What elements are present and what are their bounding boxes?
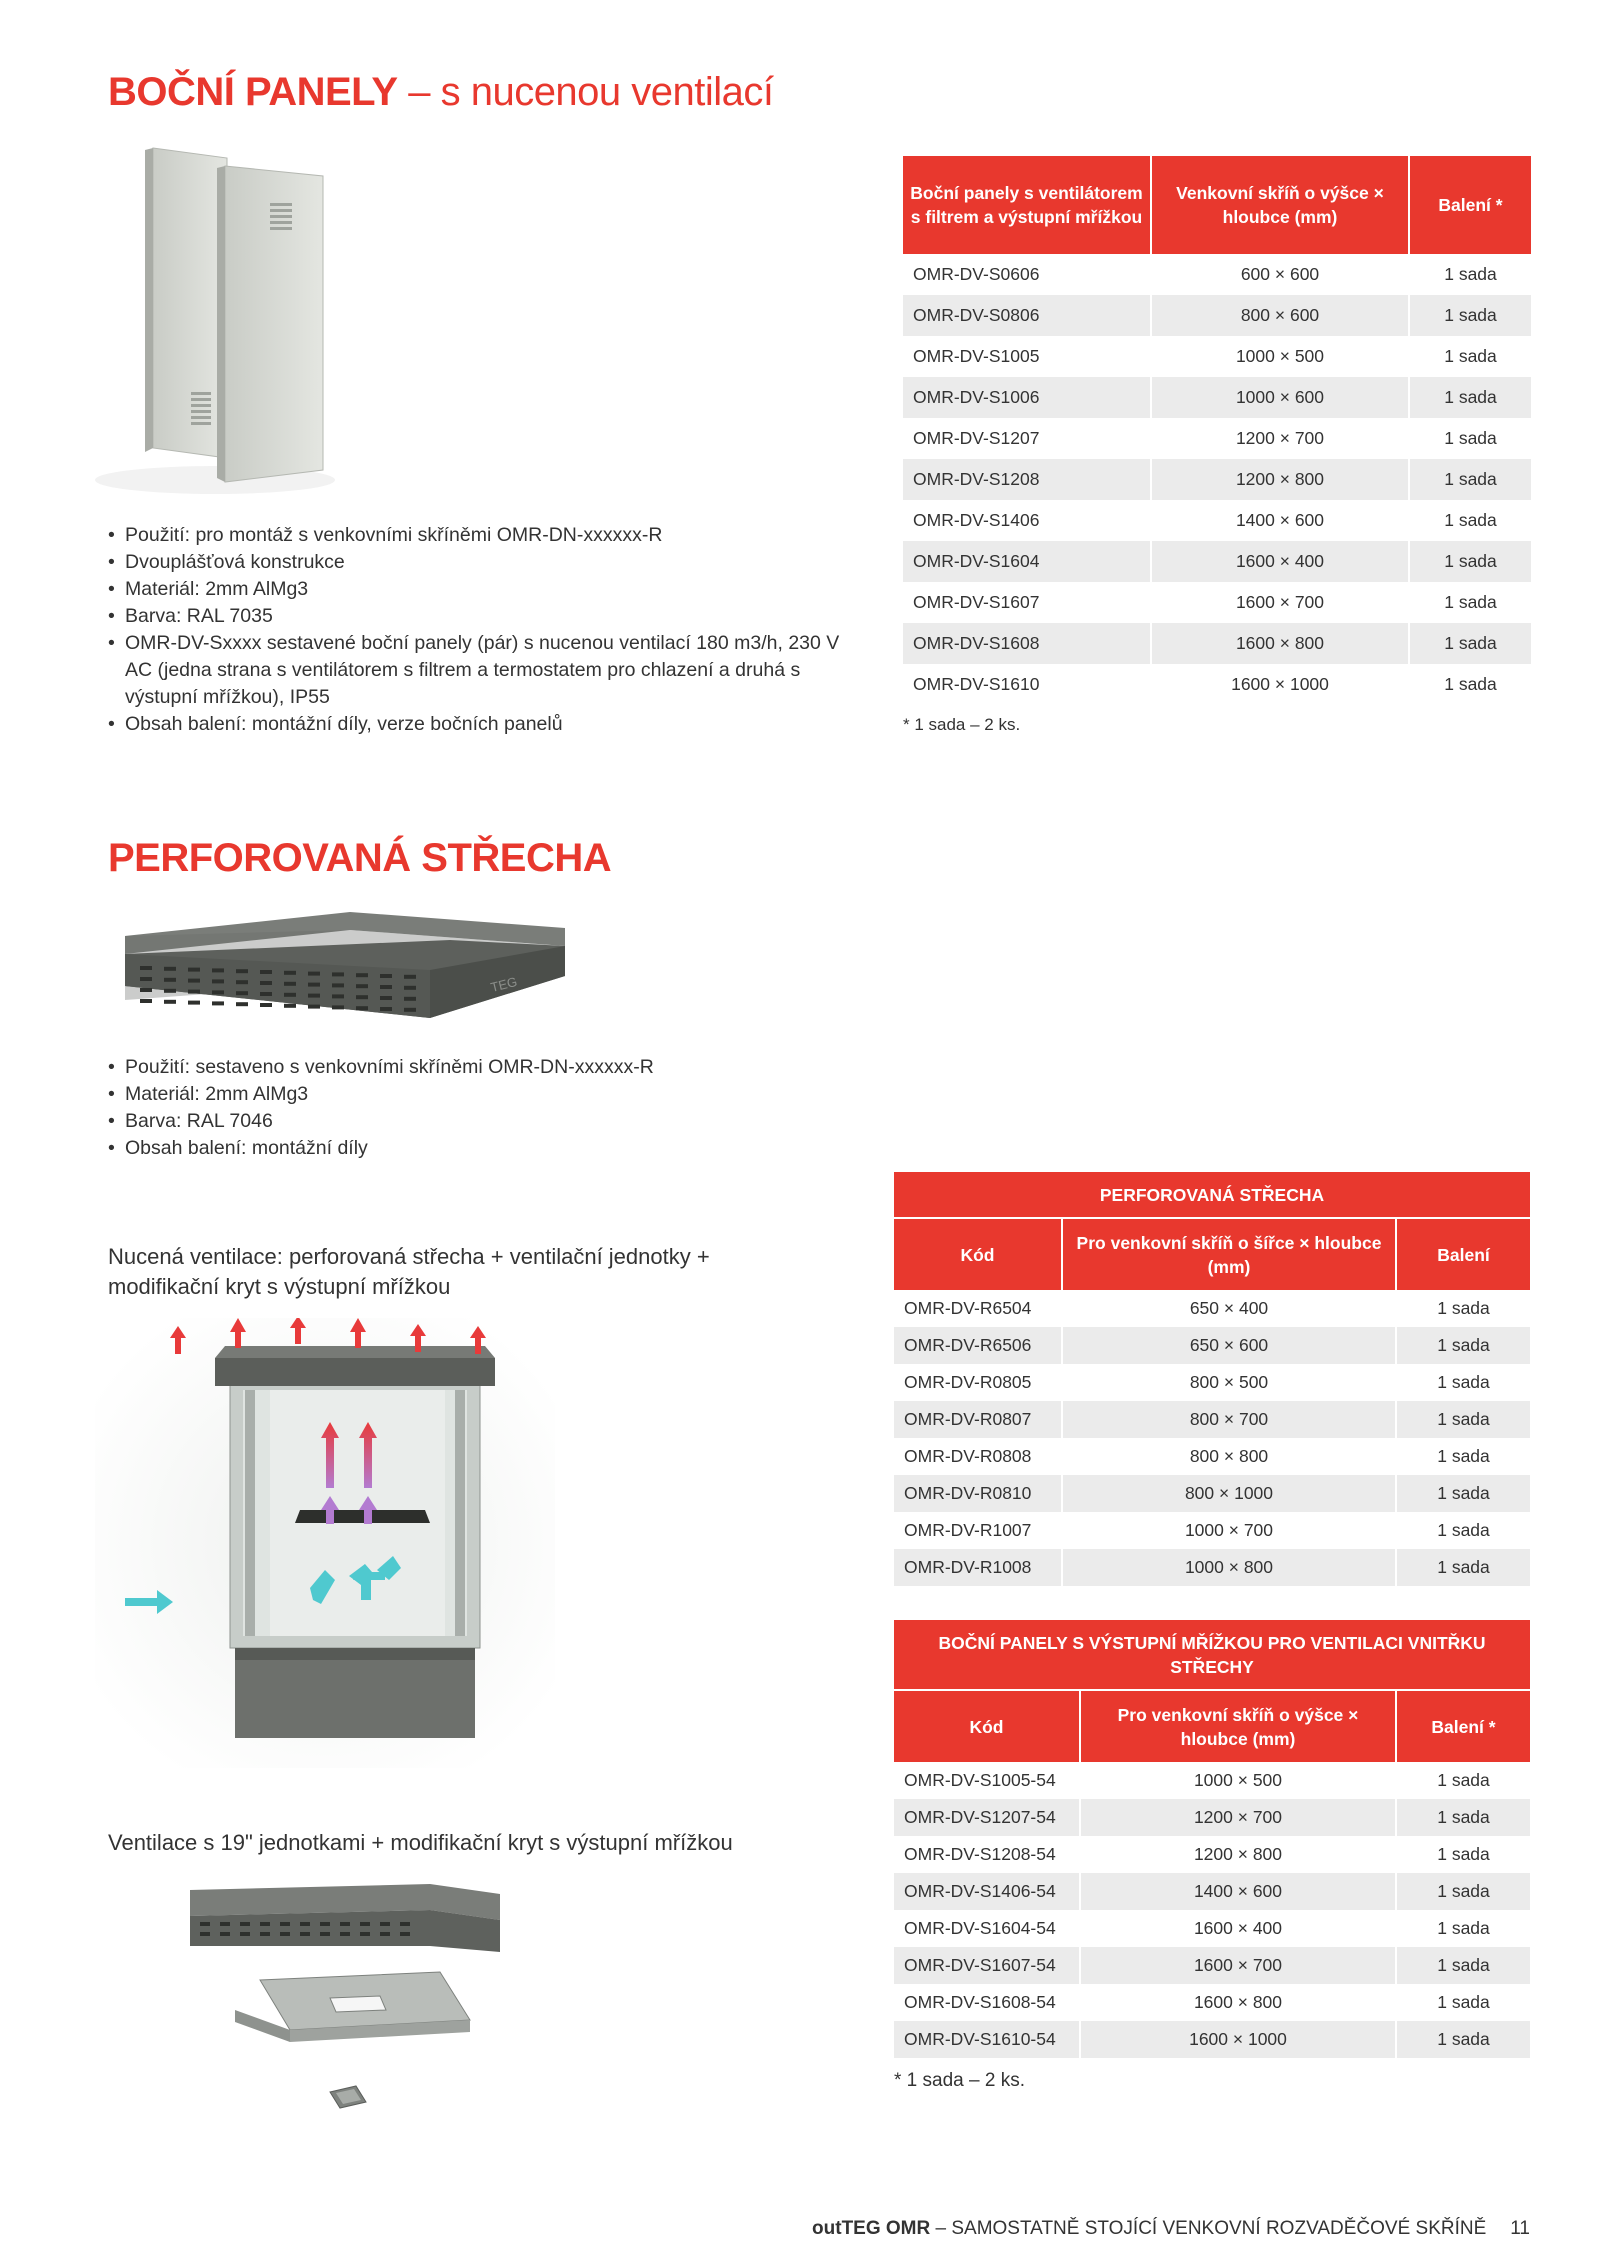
roof-slot: [356, 995, 368, 999]
table-cell: 1 sada: [1409, 336, 1531, 377]
caption-19inch-ventilation: Ventilace s 19" jednotkami + modifikační kryt s výstupní mřížkou: [108, 1830, 733, 1855]
table-cell: OMR-DV-R6504: [894, 1290, 1062, 1327]
table-cell: 600 × 600: [1151, 254, 1409, 295]
roof-slot: [284, 971, 296, 975]
roof-slot: [284, 982, 296, 986]
table-cell: 1 sada: [1396, 1910, 1530, 1947]
table-row: [903, 664, 1531, 705]
table-row: [903, 418, 1531, 459]
table-cell: 1200 × 700: [1151, 418, 1409, 459]
table-row: [894, 1327, 1530, 1364]
table-cell: 800 × 500: [1062, 1364, 1396, 1401]
roof-slot: [236, 980, 248, 984]
roof-slot: [332, 1005, 344, 1009]
list-item: • Obsah balení: montážní díly: [108, 1135, 828, 1162]
table-cell: 1400 × 600: [1080, 1873, 1396, 1910]
table-cell: 1 sada: [1396, 1475, 1530, 1512]
roof-slot: [212, 990, 224, 994]
roof-slot: [188, 990, 200, 994]
table-row: [894, 1799, 1530, 1836]
perforated-roof-image: [120, 908, 570, 1023]
table-cell: 1000 × 800: [1062, 1549, 1396, 1586]
roof-slot: [140, 988, 152, 992]
table-row: [903, 623, 1531, 664]
table-cell: 1 sada: [1409, 500, 1531, 541]
roof-slot: [260, 981, 272, 985]
table-cell: 1 sada: [1409, 254, 1531, 295]
table-row: [903, 582, 1531, 623]
table-footnote: * 1 sada – 2 ks.: [894, 2070, 1025, 2091]
side-panels-table: [903, 156, 1531, 705]
table-cell: OMR-DV-S1607-54: [894, 1947, 1080, 1984]
table-cell: OMR-DV-S1610: [903, 664, 1151, 705]
table-row: [894, 1873, 1530, 1910]
table-cell: 1600 × 700: [1080, 1947, 1396, 1984]
table-header: Pro venkovní skříň o výšce × hloubce (mm): [1080, 1690, 1396, 1762]
table-cell: 1 sada: [1396, 1799, 1530, 1836]
table-row: [894, 1762, 1530, 1799]
table-cell: OMR-DV-S1607: [903, 582, 1151, 623]
table-cell: 1 sada: [1396, 1290, 1530, 1327]
list-item: • Materiál: 2mm AlMg3: [108, 576, 868, 603]
roof-slot: [164, 989, 176, 993]
roof-logo: TEG: [489, 973, 519, 995]
roof-slot: [212, 968, 224, 972]
roof-slot: [140, 966, 152, 970]
roof-slot: [404, 1008, 416, 1012]
roof-slot: [188, 1001, 200, 1005]
roof-slot: [140, 999, 152, 1003]
table-cell: 1600 × 1000: [1080, 2021, 1396, 2058]
roof-slot: [260, 970, 272, 974]
section-title-side-panels: [108, 70, 774, 115]
roof-slot: [308, 972, 320, 976]
list-item: • Materiál: 2mm AlMg3: [108, 1081, 828, 1108]
table-cell: 1 sada: [1409, 623, 1531, 664]
ventilation-units-image: [180, 1880, 520, 2120]
table-cell: OMR-DV-R0808: [894, 1438, 1062, 1475]
table-cell: 1000 × 500: [1151, 336, 1409, 377]
table-cell: OMR-DV-R6506: [894, 1327, 1062, 1364]
table-cell: 1200 × 700: [1080, 1799, 1396, 1836]
table-row: [894, 1475, 1530, 1512]
table-cell: OMR-DV-S1005: [903, 336, 1151, 377]
roof-slot: [308, 983, 320, 987]
table-cell: OMR-DV-S0806: [903, 295, 1151, 336]
table-cell: OMR-DV-R0807: [894, 1401, 1062, 1438]
table-cell: 800 × 1000: [1062, 1475, 1396, 1512]
roof-slot: [260, 992, 272, 996]
table-cell: 1 sada: [1396, 1401, 1530, 1438]
table-cell: 1 sada: [1409, 459, 1531, 500]
caption-forced-ventilation: Nucená ventilace: perforovaná střecha + ventilační jednotky + modifikační kryt s výstupní mřížkou: [108, 1244, 710, 1299]
roof-slot: [164, 1000, 176, 1004]
table-row: [903, 295, 1531, 336]
table-cell: 800 × 700: [1062, 1401, 1396, 1438]
roof-slot: [140, 977, 152, 981]
table-row: [894, 1947, 1530, 1984]
roof-slot: [332, 994, 344, 998]
list-item: • Použití: sestaveno s venkovními skříněmi OMR-DN-xxxxxx-R: [108, 1054, 828, 1081]
roof-slot: [188, 968, 200, 972]
list-item: • Použití: pro montáž s venkovními skříněmi OMR-DN-xxxxxx-R: [108, 522, 868, 549]
table-cell: 1600 × 400: [1151, 541, 1409, 582]
table-cell: OMR-DV-R0810: [894, 1475, 1062, 1512]
side-panels-feature-list: [108, 522, 868, 738]
table-cell: 1 sada: [1396, 1873, 1530, 1910]
table-cell: 1600 × 800: [1080, 1984, 1396, 2021]
roof-slot: [236, 1002, 248, 1006]
roof-slot: [308, 1005, 320, 1009]
roof-slot: [212, 979, 224, 983]
roof-slot: [356, 973, 368, 977]
perforated-roof-table: [894, 1172, 1530, 1586]
table-cell: 1 sada: [1396, 1327, 1530, 1364]
ventilation-cabinet-image: [95, 1318, 555, 1768]
table-cell: 1 sada: [1409, 377, 1531, 418]
table-cell: 1000 × 600: [1151, 377, 1409, 418]
table-cell: 1 sada: [1396, 1438, 1530, 1475]
table-header: Balení *: [1409, 156, 1531, 254]
table-cell: 650 × 600: [1062, 1327, 1396, 1364]
section-title-perforated-roof: PERFOROVANÁ STŘECHA: [108, 836, 612, 880]
roof-slot: [356, 984, 368, 988]
table-cell: 1 sada: [1409, 582, 1531, 623]
list-item: • Barva: RAL 7046: [108, 1108, 828, 1135]
table-cell: 1 sada: [1409, 664, 1531, 705]
table-row: [903, 336, 1531, 377]
table-cell: 1 sada: [1396, 1364, 1530, 1401]
table-cell: OMR-DV-S1610-54: [894, 2021, 1080, 2058]
table-cell: OMR-DV-S1208: [903, 459, 1151, 500]
table-cell: 1 sada: [1409, 541, 1531, 582]
table-cell: 1600 × 1000: [1151, 664, 1409, 705]
table-cell: 1 sada: [1396, 1762, 1530, 1799]
table-cell: 1 sada: [1396, 1512, 1530, 1549]
table-row: [894, 1836, 1530, 1873]
roof-slot: [380, 996, 392, 1000]
footer-text: – SAMOSTATNĚ STOJÍCÍ VENKOVNÍ ROZVADĚČOVÉ SKŘÍNĚ: [930, 2218, 1487, 2239]
table-row: [894, 1910, 1530, 1947]
table-cell: 800 × 600: [1151, 295, 1409, 336]
roof-slot: [284, 993, 296, 997]
table-cell: 1600 × 700: [1151, 582, 1409, 623]
table-header: Kód: [894, 1690, 1080, 1762]
table-header: Balení *: [1396, 1690, 1530, 1762]
roof-slot: [380, 1007, 392, 1011]
table-row: [894, 1401, 1530, 1438]
table-cell: OMR-DV-S1406-54: [894, 1873, 1080, 1910]
title-light: – s nucenou ventilací: [397, 70, 774, 114]
roof-slot: [380, 985, 392, 989]
table-cell: 1 sada: [1396, 1836, 1530, 1873]
table-title: PERFOROVANÁ STŘECHA: [894, 1172, 1530, 1218]
table-cell: OMR-DV-R1007: [894, 1512, 1062, 1549]
roof-slot: [284, 1004, 296, 1008]
table-header: Balení: [1396, 1218, 1530, 1290]
table-row: [903, 500, 1531, 541]
table-cell: OMR-DV-S1207-54: [894, 1799, 1080, 1836]
table-cell: 1600 × 400: [1080, 1910, 1396, 1947]
table-row: [894, 1549, 1530, 1586]
table-cell: 650 × 400: [1062, 1290, 1396, 1327]
table-header: Kód: [894, 1218, 1062, 1290]
table-row: [903, 541, 1531, 582]
table-header: Boční panely s ventilátorem s filtrem a výstupní mřížkou: [903, 156, 1151, 254]
table-cell: OMR-DV-S0606: [903, 254, 1151, 295]
table-cell: OMR-DV-R1008: [894, 1549, 1062, 1586]
table-cell: OMR-DV-S1005-54: [894, 1762, 1080, 1799]
list-item: • Dvouplášťová konstrukce: [108, 549, 868, 576]
roof-slot: [332, 972, 344, 976]
table-cell: 1600 × 800: [1151, 623, 1409, 664]
table-cell: 1 sada: [1396, 2021, 1530, 2058]
roof-slot: [212, 1001, 224, 1005]
table-row: [903, 459, 1531, 500]
table-cell: 1 sada: [1409, 418, 1531, 459]
roof-slot: [236, 969, 248, 973]
table-cell: 1 sada: [1396, 1947, 1530, 1984]
table-cell: 1000 × 500: [1080, 1762, 1396, 1799]
roof-slot: [164, 978, 176, 982]
list-item: • Barva: RAL 7035: [108, 603, 868, 630]
table-row: [894, 2021, 1530, 2058]
footer-brand: outTEG OMR: [812, 2218, 931, 2239]
roof-slot: [404, 986, 416, 990]
table-cell: OMR-DV-S1604-54: [894, 1910, 1080, 1947]
list-item: • OMR-DV-Sxxxx sestavené boční panely (pár) s nucenou ventilací 180 m3/h, 230 V AC (jedna strana s ventilátorem s filtrem a termostatem pro chlazení a druhá s výstupní mřížkou), IP55: [108, 630, 868, 711]
table-cell: OMR-DV-S1208-54: [894, 1836, 1080, 1873]
table-cell: OMR-DV-S1406: [903, 500, 1151, 541]
table-cell: OMR-DV-S1608: [903, 623, 1151, 664]
table-header: Venkovní skříň o výšce × hloubce (mm): [1151, 156, 1409, 254]
table-cell: OMR-DV-S1604: [903, 541, 1151, 582]
table-cell: OMR-DV-S1207: [903, 418, 1151, 459]
table-row: [894, 1512, 1530, 1549]
table-cell: OMR-DV-S1608-54: [894, 1984, 1080, 2021]
roof-slot: [404, 997, 416, 1001]
title-bold: BOČNÍ PANELY: [108, 70, 398, 114]
table-cell: 1 sada: [1396, 1984, 1530, 2021]
roof-slot: [356, 1006, 368, 1010]
side-panels-grille-table: [894, 1620, 1530, 2058]
roof-feature-list: [108, 1054, 828, 1162]
roof-slot: [164, 967, 176, 971]
page-number: 11: [1510, 2218, 1530, 2239]
table-row: [894, 1364, 1530, 1401]
roof-slot: [380, 974, 392, 978]
table-row: [894, 1290, 1530, 1327]
table-title: BOČNÍ PANELY S VÝSTUPNÍ MŘÍŽKOU PRO VENTILACI VNITŘKU STŘECHY: [894, 1620, 1530, 1690]
roof-slot: [404, 975, 416, 979]
roof-slot: [260, 1003, 272, 1007]
list-item: • Obsah balení: montážní díly, verze bočních panelů: [108, 711, 868, 738]
table-cell: 1 sada: [1409, 295, 1531, 336]
table-row: [894, 1438, 1530, 1475]
table-cell: 1400 × 600: [1151, 500, 1409, 541]
table-cell: 1200 × 800: [1151, 459, 1409, 500]
side-panels-image: [95, 140, 355, 500]
table-header: Pro venkovní skříň o šířce × hloubce (mm): [1062, 1218, 1396, 1290]
table-cell: 1000 × 700: [1062, 1512, 1396, 1549]
table-row: [903, 377, 1531, 418]
roof-slot: [332, 983, 344, 987]
table-cell: 800 × 800: [1062, 1438, 1396, 1475]
roof-slot: [308, 994, 320, 998]
roof-slot: [236, 991, 248, 995]
table-footnote: * 1 sada – 2 ks.: [903, 715, 1021, 734]
roof-slot: [188, 979, 200, 983]
page-footer: [812, 2218, 1530, 2240]
table-cell: 1 sada: [1396, 1549, 1530, 1586]
table-cell: 1200 × 800: [1080, 1836, 1396, 1873]
table-cell: OMR-DV-R0805: [894, 1364, 1062, 1401]
table-row: [903, 254, 1531, 295]
table-cell: OMR-DV-S1006: [903, 377, 1151, 418]
table-row: [894, 1984, 1530, 2021]
